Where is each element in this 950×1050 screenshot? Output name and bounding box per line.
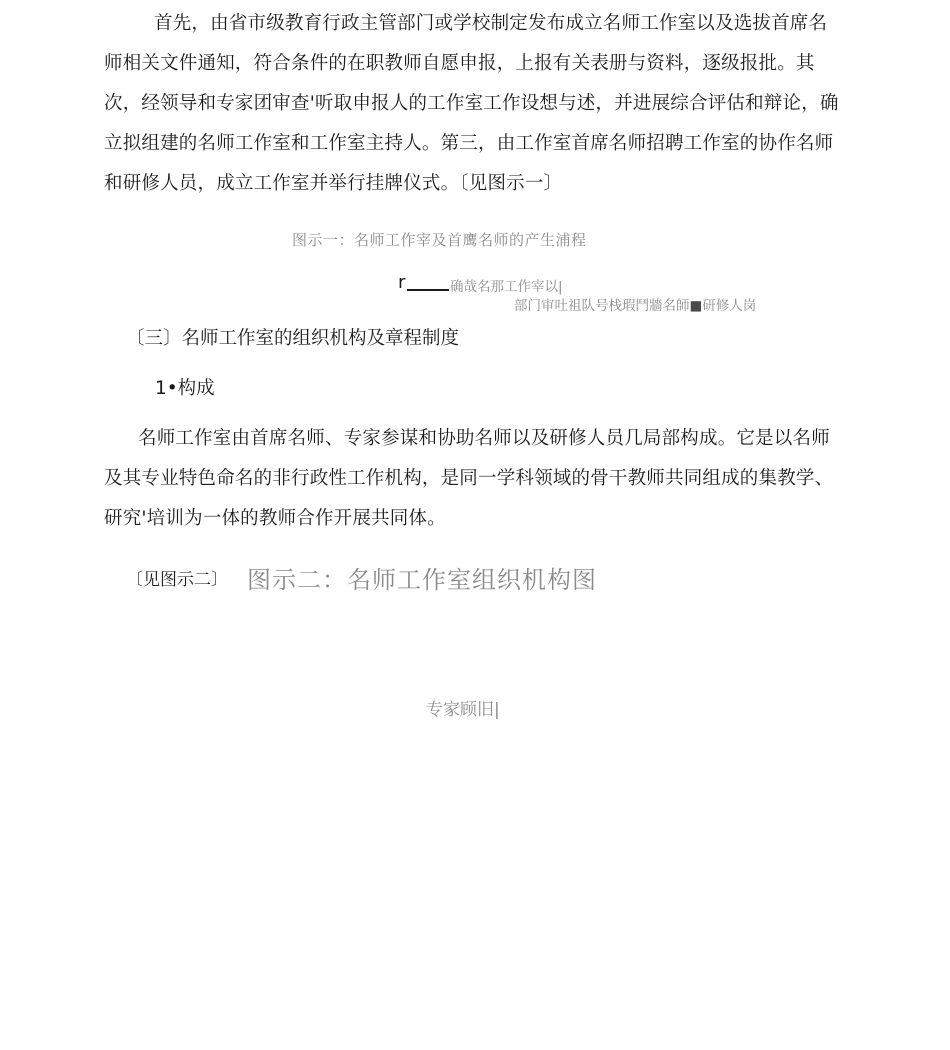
- figure-2-caption: 图示二：名师工作室组织机构图: [247, 566, 597, 594]
- figure-1-row-2: [514, 294, 756, 314]
- figure-1-caption: 图示一：名师工作宰及首鹰名师的产生浦程: [292, 231, 587, 249]
- figure-1-r-mark: r: [398, 272, 406, 293]
- subsection-heading: 1•构成: [155, 378, 215, 399]
- figure-2-node-expert: 专家顾旧|: [426, 700, 500, 720]
- figure-1-connector-line: [407, 289, 449, 291]
- figure-1-row-2-text-b: 研修人岗: [702, 298, 757, 314]
- paragraph-2: 名师工作室由首席名师、专家参谋和协助名师以及研修人员几局部构成。它是以名师及其专业特色命名的非行政性工作机构，是同一学科领域的骨干教师共同组成的集教学、研究'培训为一体的教师合作开展共同体。: [104, 428, 834, 529]
- figure-1-box-1: 确哉名那工作宰以|: [450, 279, 563, 295]
- see-figure-2-reference: 〔见图示二〕: [126, 570, 228, 590]
- figure-1-row-2-mark: ■: [689, 298, 703, 314]
- paragraph-1: 首先，由省市级教育行政主管部门或学校制定发布成立名师工作室以及选拔首席名师相关文件通知，符合条件的在职教师自愿申报，上报有关表册与资料，逐级报批。其次，经领导和专家团审查'听取申报人的工作室工作设想与述，并进展综合评估和辩论，确立拟组建的名师工作室和工作室主持人。第三，由工作室首席名师招聘工作室的协作名师和研修人员，成立工作室并举行挂牌仪式。〔见图示一〕: [104, 13, 839, 194]
- figure-1-row-2-text-a: 部门审吐祖队号栈瑕鬥牆名師: [514, 298, 690, 314]
- section-heading: 〔三〕名师工作室的组织机构及章程制度: [126, 328, 460, 349]
